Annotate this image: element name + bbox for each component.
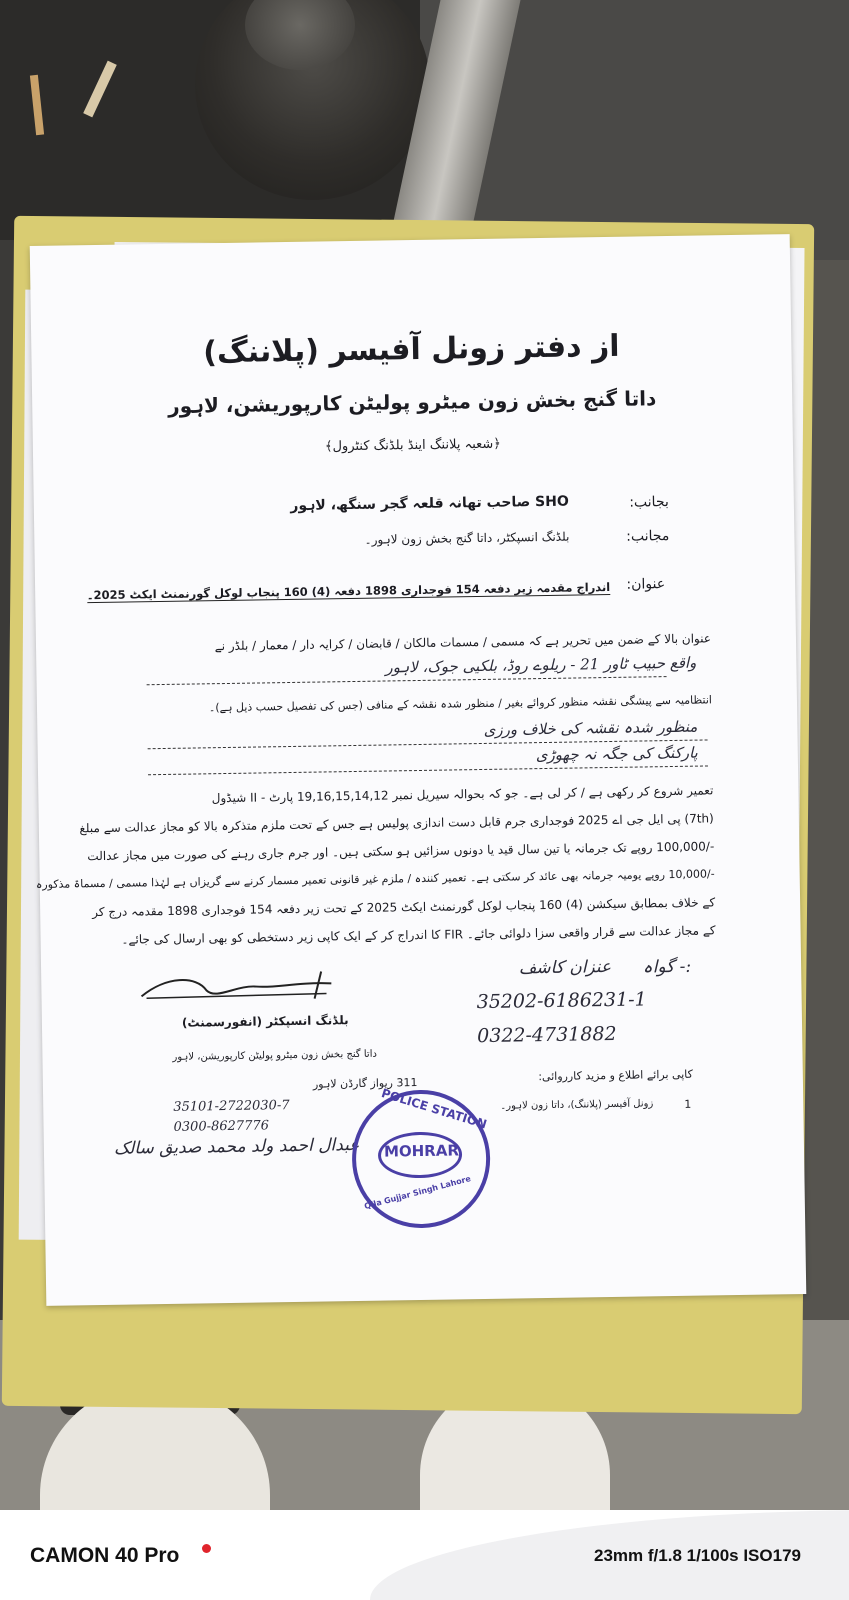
accused-name: عبدال احمد ولد محمد صدیق سالک	[113, 1134, 360, 1159]
letter-subtitle: داتا گنج بخش زون میٹرو پولیٹن کارپوریشن، لاہور	[167, 386, 657, 418]
body-line-8: کے مجاز عدالت سے قرار واقعی سزا دلوائی جائے۔ FIR کا اندراج کر کے ایک کاپی زیر دستخطی کو بھی ارسال کی جائے۔	[121, 923, 716, 947]
stamp-top-text: POLICE STATION	[379, 1086, 489, 1132]
letter-title: از دفتر زونل آفیسر (پلاننگ)	[202, 328, 620, 371]
to-label: بجانب:	[629, 494, 669, 511]
from-label: مجانب:	[626, 528, 670, 545]
red-dot-icon	[202, 1544, 211, 1553]
body-line-3: تعمیر شروع کر رکھی ہے / کر لی ہے۔ جو کہ بحوالہ سیریل نمبر 19,16,15,14,12 پارٹ - II شیڈول	[211, 783, 714, 806]
camera-watermark-bar	[0, 1510, 849, 1600]
handwritten-address: واقع حبیب ٹاور 21 - ریلوے روڈ، بلکیی جوک، لاہور	[385, 653, 697, 677]
body-line-5: -/100,000 روپے تک جرمانہ یا تین سال قید یا دونوں سزائیں ہو سکتی ہیں۔ اور جرم جاری رہنے کی صورت میں مجاز عدالت	[87, 839, 715, 864]
fill-line	[148, 765, 708, 775]
body-line-2: انتظامیہ سے پیشگی نقشہ منظور کروائے بغیر / منظور شدہ نقشہ کے منافی (جس کی تفصیل حسب ذیل ہے)۔	[208, 693, 713, 715]
accused-address: 311 ریواز گارڈن لاہور	[312, 1076, 418, 1091]
copy-label: کاپی برائے اطلاع و مزید کارروائی:	[538, 1067, 693, 1084]
copy-item: زونل آفیسر (پلاننگ)، داتا زون لاہور۔	[500, 1098, 654, 1112]
camera-specs: 23mm f/1.8 1/100s ISO179	[594, 1546, 801, 1565]
witness-label: :- گواہ	[642, 956, 692, 978]
from-value: بلڈنگ انسپکٹر، داتا گنج بخش زون لاہور۔	[364, 529, 570, 547]
signature-office: داتا گنج بخش زون میٹرو پولیٹن کارپوریشن، لاہور	[172, 1048, 377, 1063]
inspector-signature	[136, 963, 337, 1011]
fill-line	[147, 676, 667, 685]
camera-model: CAMON 40 Pro	[30, 1544, 180, 1567]
witness-name: عنزان کاشف	[518, 956, 612, 979]
witness-phone: 0322-4731882	[477, 1022, 617, 1048]
subject-label: عنوان:	[626, 576, 666, 593]
department-line: ﴿شعبہ پلاننگ اینڈ بلڈنگ کنٹرول﴾	[324, 436, 501, 455]
stamp-bottom-text: Qila Gujjar Singh Lahore	[363, 1174, 472, 1212]
letter-page	[30, 234, 807, 1306]
handwritten-violation-1: منظور شدہ نقشہ کی خلاف ورزی	[483, 717, 698, 739]
body-line-7: کے خلاف بمطابق سیکشن (4) 160 پنجاب لوکل گورنمنٹ ایکٹ 2025 کے تحت زیر دفعہ 154 فوجداری 1898 مقدمہ درج کر	[92, 895, 716, 920]
body-line-1: عنوان بالا کے ضمن میں تحریر ہے کہ مسمی / مسمات مالکان / قابضان / کرایہ دار / معمار / بلڈر نے	[214, 631, 712, 654]
subject-value: اندراج مقدمہ زیر دفعہ 154 فوجداری 1898 دفعہ (4) 160 پنجاب لوکل گورنمنٹ ایکٹ 2025۔	[86, 579, 611, 603]
body-line-6: -/10,000 روپے یومیہ جرمانہ بھی عائد کر سکتی ہے۔ تعمیر کنندہ / ملزم غیر قانونی تعمیر مسمار کرنے سے گریزاں ہے لہٰذا مسمی / مسماۃ مذکورہ	[35, 867, 715, 892]
witness-cnic: 35202-6186231-1	[476, 988, 647, 1014]
body-line-4: (7th) پی ایل جی اے 2025 فوجداری جرم قابل دست اندازی پولیس ہے جس کے تحت ملزم متذکرہ بالا کو مجاز عدالت سے مبلغ	[79, 811, 714, 836]
to-value: SHO صاحب تھانہ قلعہ گجر سنگھ، لاہور	[290, 493, 569, 514]
copy-item-number: 1	[684, 1097, 692, 1111]
handwritten-violation-2: پارکنگ کی جگہ نہ چھوڑی	[535, 743, 698, 765]
police-station-stamp	[351, 1086, 491, 1229]
accused-cnic: 35101-2722030-7	[173, 1098, 290, 1115]
accused-phone: 0300-8627776	[173, 1118, 270, 1135]
stamp-center-text: MOHRAR	[383, 1141, 460, 1161]
signature-title: بلڈنگ انسپکٹر (انفورسمنٹ)	[181, 1013, 349, 1030]
